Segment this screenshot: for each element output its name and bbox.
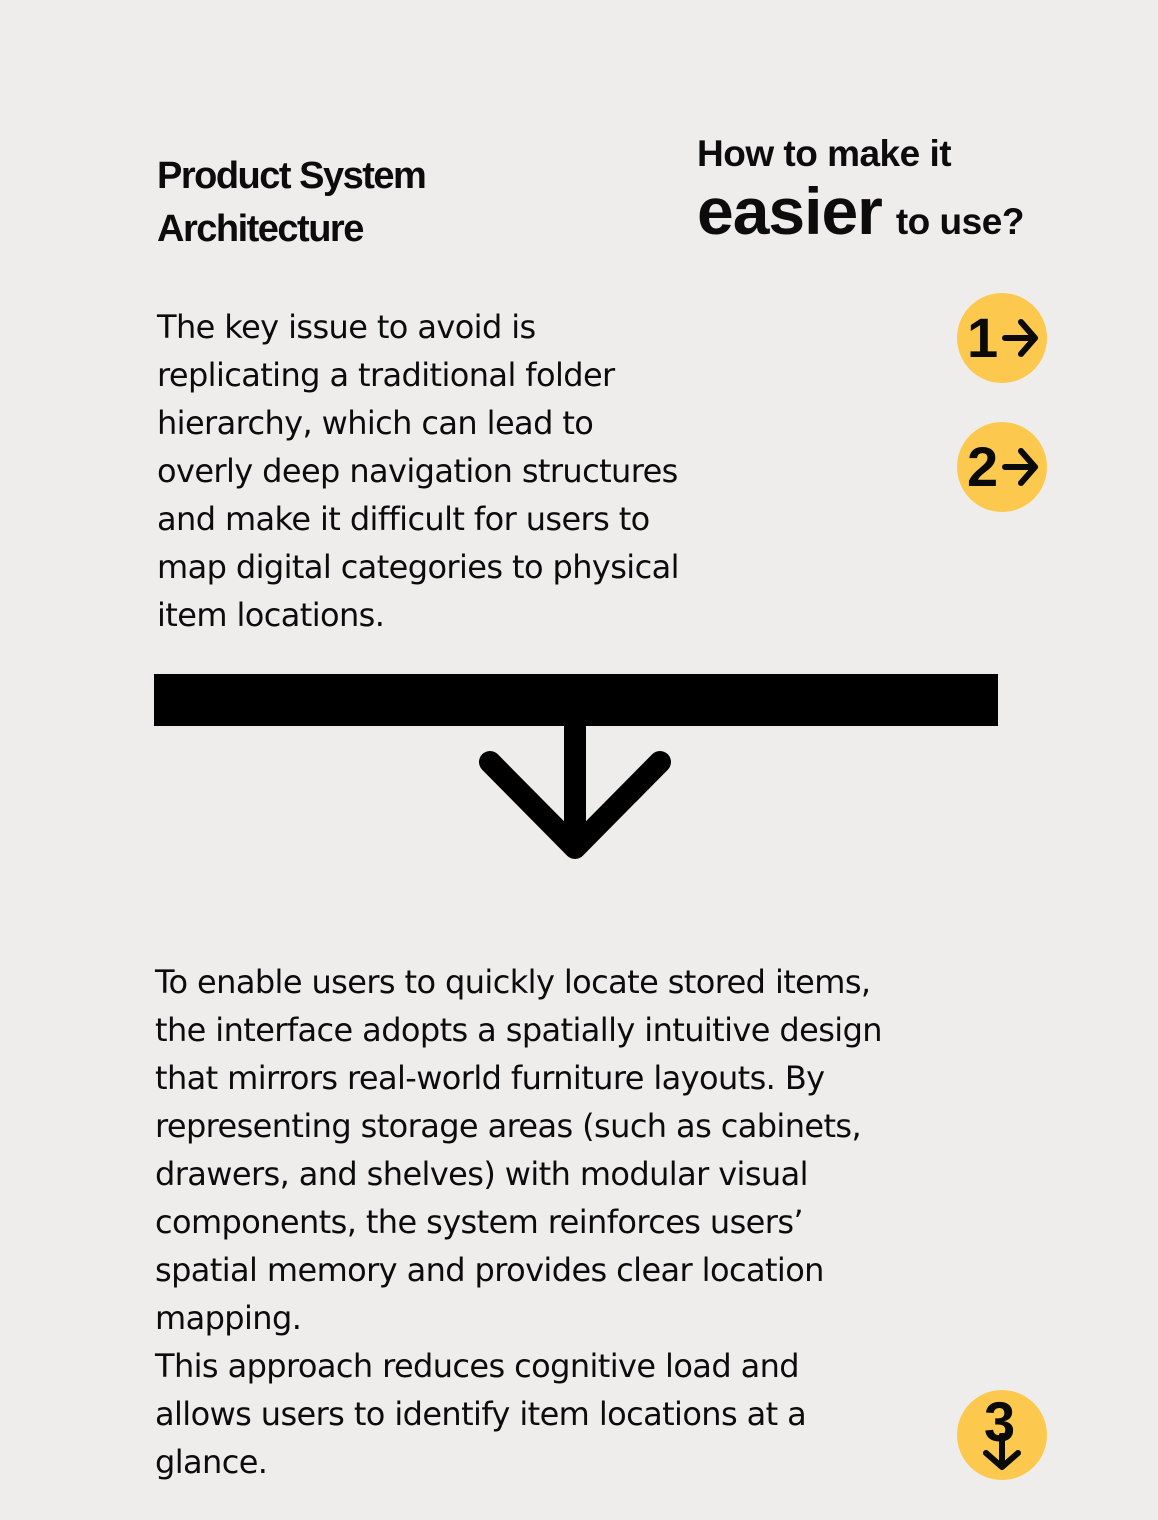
arrow-down-icon <box>470 720 680 870</box>
solution-line: This approach reduces cognitive load and <box>155 1347 800 1385</box>
solution-line: allows users to identify item locations at a <box>155 1395 807 1433</box>
question-heading <box>697 128 1137 246</box>
intro-line: hierarchy, which can lead to <box>157 404 594 442</box>
solution-line: spatial memory and provides clear location <box>155 1251 824 1289</box>
step-badge-number: 1 <box>967 306 999 369</box>
solution-line: mapping. <box>155 1299 302 1337</box>
step-badge-number: 2 <box>967 435 999 498</box>
question-tail: to use? <box>895 201 1024 242</box>
arrow-down-icon <box>980 1433 1024 1473</box>
solution-line: the interface adopts a spatially intuitive design <box>155 1011 882 1049</box>
question-line-2 <box>697 176 1137 246</box>
solution-line: components, the system reinforces users’ <box>155 1203 803 1241</box>
solution-line: drawers, and shelves) with modular visual <box>155 1155 808 1193</box>
solution-line: glance. <box>155 1443 268 1481</box>
intro-line: The key issue to avoid is <box>157 308 536 346</box>
arrow-right-icon <box>1001 445 1041 489</box>
divider-bar <box>154 674 998 726</box>
solution-paragraph <box>155 958 985 1486</box>
section-title-line-2: Architecture <box>157 208 363 250</box>
solution-line: that mirrors real-world furniture layouts. By <box>155 1059 825 1097</box>
intro-line: item locations. <box>157 596 385 634</box>
step-badge-2 <box>957 422 1047 512</box>
intro-line: map digital categories to physical <box>157 548 679 586</box>
step-badge-3 <box>957 1390 1047 1480</box>
section-title <box>157 150 577 256</box>
step-badge-number: 3 <box>984 1390 1016 1453</box>
intro-line: overly deep navigation structures <box>157 452 678 490</box>
step-badge-1 <box>957 293 1047 383</box>
question-line-1: How to make it <box>697 133 952 174</box>
intro-paragraph <box>157 303 757 639</box>
question-emphasis: easier <box>697 174 882 248</box>
intro-line: and make it difficult for users to <box>157 500 650 538</box>
arrow-right-icon <box>1001 316 1041 360</box>
section-title-line-1: Product System <box>157 155 426 197</box>
intro-line: replicating a traditional folder <box>157 356 615 394</box>
solution-line: To enable users to quickly locate stored items, <box>155 963 871 1001</box>
solution-line: representing storage areas (such as cabinets, <box>155 1107 862 1145</box>
